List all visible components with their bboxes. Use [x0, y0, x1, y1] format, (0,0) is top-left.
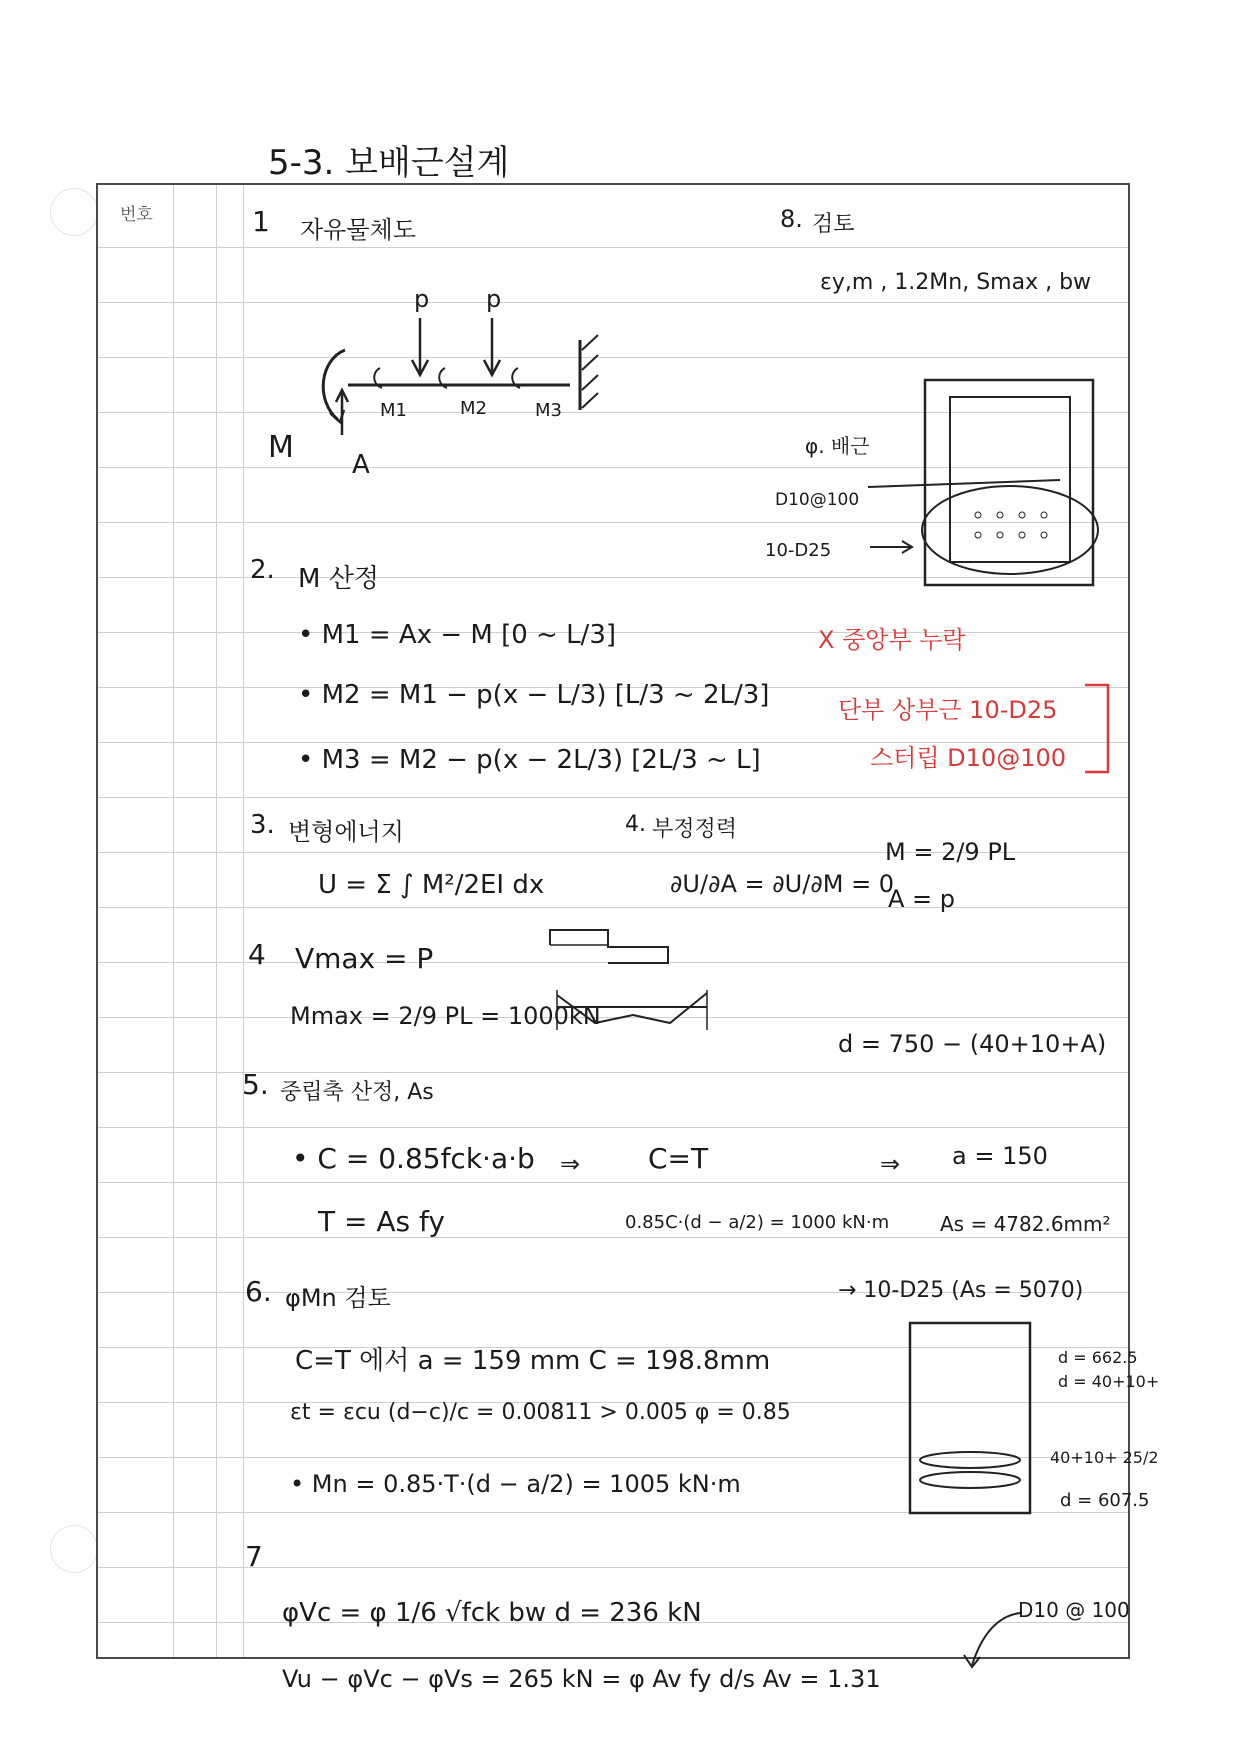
ruled-line — [98, 797, 1128, 798]
section-3-title: 변형에너지 — [288, 818, 404, 846]
ruled-line — [98, 1127, 1128, 1128]
correction-bracket — [1080, 680, 1120, 780]
correction-stirrup: 스터립 D10@100 — [870, 744, 1067, 772]
section-6-number: 6. — [245, 1275, 272, 1308]
fbd-label-m3: M3 — [535, 400, 562, 421]
fbd-load-p2: p — [486, 285, 502, 313]
fbd-reaction-a: A — [352, 450, 370, 480]
fbd-moment-m: M — [268, 430, 294, 465]
tension-force-eq: T = As fy — [318, 1205, 445, 1238]
vmax-eq: Vmax = P — [295, 942, 434, 975]
depth-a-result: a = 150 — [952, 1142, 1048, 1170]
binder-hole-top — [50, 188, 98, 236]
section-6-d4: d = 607.5 — [1060, 1490, 1150, 1511]
steel-area-result: As = 4782.6mm² — [940, 1212, 1111, 1236]
section-bars-label: 10-D25 — [765, 540, 832, 561]
correction-missing-center: X 중앙부 누락 — [818, 626, 966, 654]
section-phi-label: φ. 배근 — [805, 434, 870, 458]
equilibrium-ct: C=T — [648, 1142, 709, 1175]
section-2-number: 2. — [250, 555, 275, 585]
strain-energy-eq: U = Σ ∫ M²/2EI dx — [318, 870, 545, 900]
moment-eq-1: • M1 = Ax − M [0 ~ L/3] — [298, 620, 617, 650]
section-6-strain: εt = εcu (d−c)/c = 0.00811 > 0.005 φ = 0.85 — [290, 1400, 791, 1425]
correction-end-top-bars: 단부 상부근 10-D25 — [838, 696, 1058, 724]
beam-section-sketch — [860, 375, 1110, 590]
section-6-mn: • Mn = 0.85·T·(d − a/2) = 1005 kN·m — [290, 1470, 741, 1498]
section-1-number: 1 — [252, 205, 270, 238]
compression-force-eq: • C = 0.85fck·a·b — [292, 1142, 535, 1175]
section-6-beam-sketch — [905, 1318, 1035, 1518]
section-6-d3: 40+10+ 25/2 — [1050, 1448, 1159, 1467]
section-4-number: 4 — [248, 938, 266, 971]
section-6-bar-selection: → 10-D25 (As = 5070) — [838, 1278, 1084, 1303]
ruled-line — [98, 1237, 1128, 1238]
section-8-checklist: εy,m , 1.2Mn, Smax , bw — [820, 270, 1092, 295]
column-divider-3 — [243, 185, 244, 1657]
section-4a-title: 부정정력 — [652, 817, 738, 842]
ruled-line — [98, 907, 1128, 908]
section-6-title: φMn 검토 — [285, 1284, 391, 1312]
moment-eq-2: • M2 = M1 − p(x − L/3) [L/3 ~ 2L/3] — [298, 680, 770, 710]
concrete-shear-eq: φVc = φ 1/6 √fck bw d = 236 kN — [282, 1598, 702, 1628]
section-5-title: 중립축 산정, As — [280, 1080, 434, 1105]
section-6-d1: d = 662.5 — [1058, 1348, 1138, 1367]
free-body-diagram — [260, 280, 620, 480]
section-4a-number: 4. — [625, 812, 646, 837]
column-divider-1 — [173, 185, 174, 1657]
fbd-load-p1: p — [414, 285, 430, 313]
section-8-number: 8. — [780, 205, 803, 233]
section-3-number: 3. — [250, 810, 275, 840]
mmax-eq: Mmax = 2/9 PL = 1000kN — [290, 1002, 601, 1030]
shear-diagram-sketch — [548, 925, 678, 975]
section-stirrup-label: D10@100 — [775, 490, 860, 510]
section-1-title: 자유물체도 — [300, 216, 416, 244]
number-column-label: 번호 — [120, 205, 153, 225]
ruled-line — [98, 247, 1128, 248]
section-7-stirrup-result: D10 @ 100 — [1018, 1598, 1130, 1622]
section-7-pointer-arrow — [950, 1605, 1030, 1685]
stirrup-shear-eq: Vu − φVc − φVs = 265 kN = φ Av fy d/s Av = 1.31 — [282, 1665, 881, 1693]
fbd-label-m2: M2 — [460, 398, 487, 419]
moment-balance-eq: 0.85C·(d − a/2) = 1000 kN·m — [625, 1212, 890, 1233]
column-divider-2 — [216, 185, 217, 1657]
castigliano-eq: ∂U/∂A = ∂U/∂M = 0 — [670, 870, 895, 898]
section-7-number: 7 — [245, 1540, 263, 1573]
ruled-line — [98, 1182, 1128, 1183]
arrow-2: ⇒ — [880, 1150, 901, 1178]
moment-eq-3: • M3 = M2 − p(x − 2L/3) [2L/3 ~ L] — [298, 745, 761, 775]
redundant-a: A = p — [888, 885, 956, 913]
section-8-title: 검토 — [812, 212, 855, 237]
fbd-label-m1: M1 — [380, 400, 407, 421]
redundant-m: M = 2/9 PL — [885, 838, 1016, 866]
arrow-1: ⇒ — [560, 1150, 581, 1178]
section-6-ct: C=T 에서 a = 159 mm C = 198.8mm — [295, 1346, 771, 1376]
section-5-number: 5. — [242, 1068, 269, 1101]
binder-hole-bottom — [50, 1525, 98, 1573]
moment-diagram-sketch — [555, 985, 715, 1045]
effective-depth-eq: d = 750 − (40+10+A) — [838, 1030, 1107, 1058]
section-6-d2: d = 40+10+ — [1058, 1372, 1160, 1391]
section-2-title: M 산정 — [298, 564, 379, 594]
page-title: 5-3. 보배근설계 — [268, 143, 510, 183]
